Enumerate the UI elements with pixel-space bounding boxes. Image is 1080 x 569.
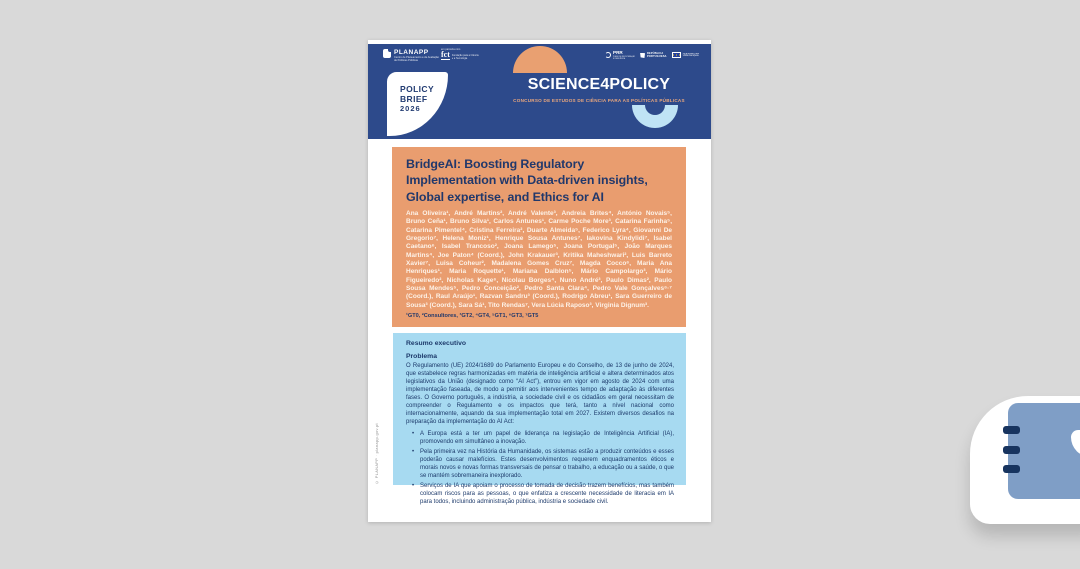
fct-wordmark: fct bbox=[441, 50, 450, 59]
fct-subtext-2: e a Tecnologia bbox=[451, 57, 468, 60]
summary-bullet-list bbox=[406, 431, 674, 507]
eu-funding-line-1: Financiado pela bbox=[682, 52, 699, 55]
summary-subheading: Problema bbox=[406, 353, 437, 360]
policy-brief-badge bbox=[387, 72, 448, 136]
notebook-ring-3 bbox=[1003, 465, 1020, 473]
eu-funding-line-2: União Europeia bbox=[682, 55, 699, 58]
prr-subtext-2: E RESILIÊNCIA bbox=[613, 57, 626, 60]
prr-logo bbox=[605, 51, 635, 60]
orange-semicircle-shape bbox=[513, 46, 567, 73]
notebook-notch-shape bbox=[1071, 430, 1080, 457]
badge-line-policy: POLICY bbox=[400, 84, 435, 94]
notebook-ring-2 bbox=[1003, 446, 1020, 454]
article-header-block bbox=[392, 147, 686, 327]
article-title: BridgeAI: Boosting Regulatory Implementation with Data-driven insights, Global expertise, and Ethics for AI bbox=[406, 157, 648, 204]
notebook-ring-1 bbox=[1003, 426, 1020, 434]
prr-subtext-1: PLANO DE RECUPERAÇÃO bbox=[613, 55, 636, 58]
prr-wordmark: PRR bbox=[613, 50, 623, 55]
summary-heading: Resumo executivo bbox=[406, 340, 467, 347]
eu-flag-icon bbox=[672, 52, 681, 58]
article-affiliations: ¹GT0, ²Consultores, ³GT2, ⁴GT4, ⁵GT1, ⁶GT3, ⁷GT5 bbox=[406, 312, 539, 319]
article-authors: Ana Oliveira¹, André Martins², André Valente³, Andreia Brites⁴, António Novais⁵, Bruno Ceña¹, Bruno Silva¹, Carlos Antunes¹, Carme Poche More³, Catarina Farinha⁵, Catarina Pimentel⁴, Cristina Ferreira², Duarte Almeida⁵, Federico Lyra⁴, Giovanni De Gregorio⁷, Helena Moniz¹, Henrique Sousa Antunes⁷, Iakovina Kindylidi⁷, Isabel Caetano⁶, Isabel Trancoso², Joana Lamego⁵, Joana Portugal⁵, João Marques Martins⁴, Joe Paton⁴ (Coord.), John Krakauer³, Kritika Maheshwari², Luis Barreto Xavier⁷, Luisa Coheur², Madalena Gomes Cruz⁷, Magda Cocco⁶, Maria Ana Henriques¹, Maria Roquette¹, Mariana Dalblon⁵, Mário Campolargo³, Mário Figueiredo², Nicholas Kage⁶, Nicolau Borges⁴, Nuno André³, Paulo Dimas², Paulo Sousa Mendes⁵, Pedro Conceição², Pedro Santa Clara⁴, Pedro Vale Gonçalves⁶·⁷ (Coord.), Raul Araújo¹, Razvan Sandru³ (Coord.), Rodrigo Abreu¹, Sara Guerreiro de Sousa³ (Coord.), Sara Sá¹, Tito Rendas⁷, Vera Lúcia Raposo³, Virginia Dignum³. bbox=[406, 210, 672, 309]
fct-logo bbox=[441, 48, 479, 60]
republica-portuguesa-logo bbox=[640, 52, 667, 58]
summary-bullet-1: • A Europa está a ter um papel de liderança na legislação de Inteligência Artificial (IA), promovendo em simultâneo a inovação. bbox=[420, 431, 674, 447]
science4policy-subtitle: CONCURSO DE ESTUDOS DE CIÊNCIA PARA AS POLÍTICAS PÚBLICAS bbox=[513, 98, 685, 103]
planapp-brand-bubble bbox=[970, 396, 1080, 524]
summary-bullet-2: • Pela primeira vez na História da Humanidade, os sistemas estão a produzir conteúdos e esses poderão causar malefícios. Estes desenvolvimentos requerem enquadramentos éticos e morais novos e novas formas transversais de pensar o trabalho, a educação ou a saúde, o que se mantém sobremaneira inexplorado. bbox=[420, 449, 674, 481]
republica-line-1: REPÚBLICA bbox=[647, 52, 664, 56]
blue-arc-hole bbox=[645, 105, 665, 115]
science4policy-title: SCIENCE4POLICY bbox=[527, 76, 671, 93]
funding-logos bbox=[605, 51, 699, 60]
planapp-logo bbox=[383, 49, 439, 62]
republica-portuguesa-icon bbox=[640, 53, 645, 59]
badge-year: 2026 bbox=[400, 104, 421, 113]
summary-paragraph: O Regulamento (UE) 2024/1689 do Parlamento Europeu e do Conselho, de 13 de junho de 2024, que estabelece regras harmonizadas em matéria de inteligência artificial e altera determinados atos legislativos da União (designado como “AI Act”), entrou em vigor em agosto de 2024 com uma implementação faseada, de modo a permitir aos intervenientes tempo de adaptação às diferentes fases. O Governo português, a indústria, a sociedade civil e os cidadãos em geral necessitam de compreender o Regulamento e os impactos que terá, tanto a nível nacional como internacionalmente, aquando da sua implementação total em 2027. Existem diversos desafios na preparação da implementação do AI Act: bbox=[406, 363, 674, 425]
prr-circle-icon bbox=[605, 52, 611, 58]
planapp-notebook-icon bbox=[383, 49, 391, 58]
executive-summary-block bbox=[393, 333, 686, 505]
planapp-tagline-1: Centro de Planeamento e de Avaliação bbox=[394, 56, 439, 59]
banner bbox=[368, 44, 711, 139]
planapp-wordmark: PLANAPP bbox=[394, 49, 429, 56]
planapp-tagline-2: de Políticas Públicas bbox=[394, 59, 418, 63]
republica-line-2: PORTUGUESA bbox=[647, 55, 667, 59]
eu-funding-logo bbox=[672, 52, 699, 58]
badge-line-brief: BRIEF bbox=[400, 94, 428, 104]
partnership-label: em parceria com bbox=[441, 48, 461, 51]
blue-arc-shape bbox=[632, 105, 678, 128]
vertical-side-text: © PLANAPP · planapp.gov.pt bbox=[375, 423, 379, 484]
summary-bullet-3: • Serviços de IA que apoiam o processo de tomada de decisão trazem benefícios, mas também colocam riscos para as pessoas, o que enfatiza a crescente necessidade de literacia em IA para todos, incluindo administração pública, indústria e sociedade civil. bbox=[420, 483, 674, 507]
policy-brief-page bbox=[368, 40, 711, 522]
fct-subtext-1: Fundação para a Ciência bbox=[451, 54, 479, 57]
